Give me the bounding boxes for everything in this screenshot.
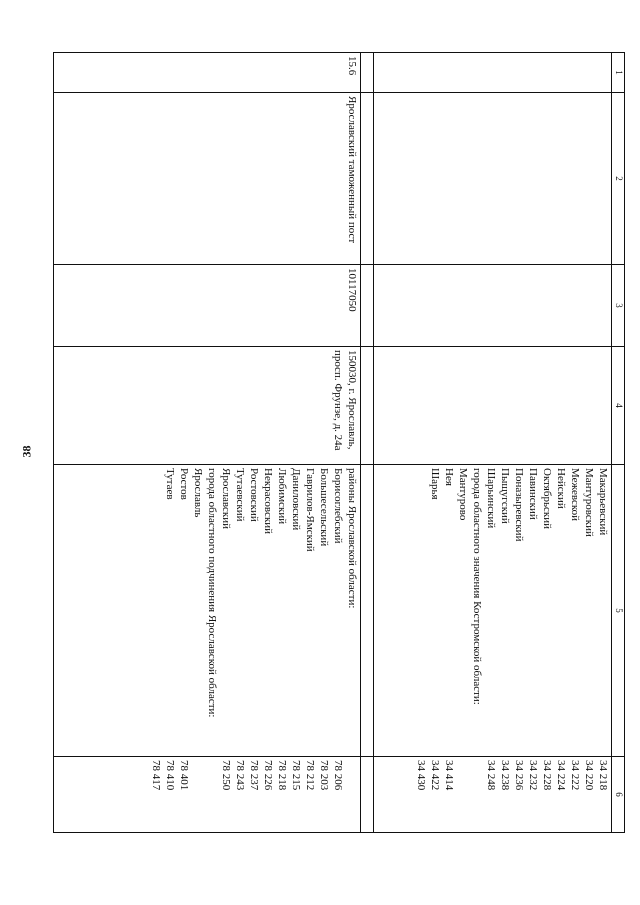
cell-address	[374, 347, 612, 465]
okato-code: 34 236	[513, 760, 525, 791]
district-name: Нейский	[555, 468, 567, 509]
codes-gap	[191, 760, 205, 829]
page-number: 38	[19, 445, 34, 458]
okato-code: 78 215	[290, 760, 302, 791]
district-name: Любимский	[276, 468, 288, 525]
okato-code: 34 248	[485, 760, 497, 791]
header-row	[612, 53, 625, 833]
cell-codes	[374, 757, 612, 833]
okato-code: 78 203	[318, 760, 330, 791]
okato-code: 34 430	[415, 760, 427, 791]
okato-code: 78 226	[262, 760, 274, 791]
cell-num	[374, 53, 612, 93]
rotated-table-container	[53, 52, 625, 832]
district-name: Гаврилов-Ямский	[304, 468, 316, 552]
cell-code: 10117050	[54, 265, 361, 347]
district-name: Тутаев	[164, 468, 176, 500]
codes-gap	[205, 760, 219, 829]
district-name: Шарьинский	[485, 468, 497, 529]
district-name: Мантурово	[457, 468, 469, 521]
codes-gap	[456, 760, 470, 829]
cell-address: 150030, г. Ярославль, просп. Фрунзе, д. 24а	[54, 347, 361, 465]
col-header-1: 1	[612, 53, 625, 93]
col-header-2: 2	[612, 93, 625, 265]
okato-code: 34 238	[499, 760, 511, 791]
cell-num: 15.6	[54, 53, 361, 93]
district-name: Шарья	[429, 468, 441, 500]
okato-code: 34 220	[583, 760, 595, 791]
okato-code: 34 224	[555, 760, 567, 791]
codes-gap	[470, 760, 484, 829]
district-name: Даниловский	[290, 468, 302, 531]
okato-code: 78 410	[164, 760, 176, 791]
district-name: Тутаевский	[234, 468, 246, 522]
okato-code: 78 237	[248, 760, 260, 791]
okato-code: 34 222	[569, 760, 581, 791]
district-group-heading: городa областного значения Костромской области:	[471, 468, 483, 705]
okato-code: 78 243	[234, 760, 246, 791]
okato-code: 34 422	[429, 760, 441, 791]
district-name: Ярославский	[220, 468, 232, 529]
spacer-row	[361, 53, 374, 833]
col-header-4: 4	[612, 347, 625, 465]
customs-table	[53, 52, 625, 833]
okato-code: 34 228	[541, 760, 553, 791]
district-group-heading: районы Ярославской области:	[346, 468, 358, 609]
district-name: Большесельский	[318, 468, 330, 547]
district-group-heading: города областного подчинения Ярославской области:	[206, 468, 218, 718]
cell-districts	[374, 465, 612, 757]
col-header-6: 6	[612, 757, 625, 833]
district-name: Октябрьский	[541, 468, 553, 529]
district-name: Пыщугский	[499, 468, 511, 524]
district-name: Ростовский	[248, 468, 260, 522]
okato-code: 34 232	[527, 760, 539, 791]
okato-code: 78 212	[304, 760, 316, 791]
okato-code: 78 250	[220, 760, 232, 791]
cell-name	[374, 93, 612, 265]
cell-codes	[54, 757, 361, 833]
okato-code: 78 417	[150, 760, 162, 791]
district-name: Ростов	[178, 468, 190, 500]
district-name: Павинский	[527, 468, 539, 520]
district-name: Борисоглебский	[332, 468, 344, 544]
district-name: Межевской	[569, 468, 581, 522]
okato-code: 34 218	[597, 760, 609, 791]
okato-code: 78 206	[332, 760, 344, 791]
codes-gap	[345, 760, 359, 829]
col-header-5: 5	[612, 465, 625, 757]
district-name: Макарьевский	[597, 468, 609, 536]
okato-code: 78 401	[178, 760, 190, 791]
district-name: Ярославль	[192, 468, 204, 518]
district-name: Нея	[443, 468, 455, 486]
table-row-15-6	[54, 53, 361, 833]
cell-name: Ярославский таможенный пост	[54, 93, 361, 265]
cell-districts	[54, 465, 361, 757]
okato-code: 78 218	[276, 760, 288, 791]
table-row-continuation	[374, 53, 612, 833]
district-name: Поназыревский	[513, 468, 525, 542]
district-name: Мантуровский	[583, 468, 595, 537]
district-name: Некрасовский	[262, 468, 274, 535]
col-header-3: 3	[612, 265, 625, 347]
okato-code: 34 414	[443, 760, 455, 791]
cell-code	[374, 265, 612, 347]
